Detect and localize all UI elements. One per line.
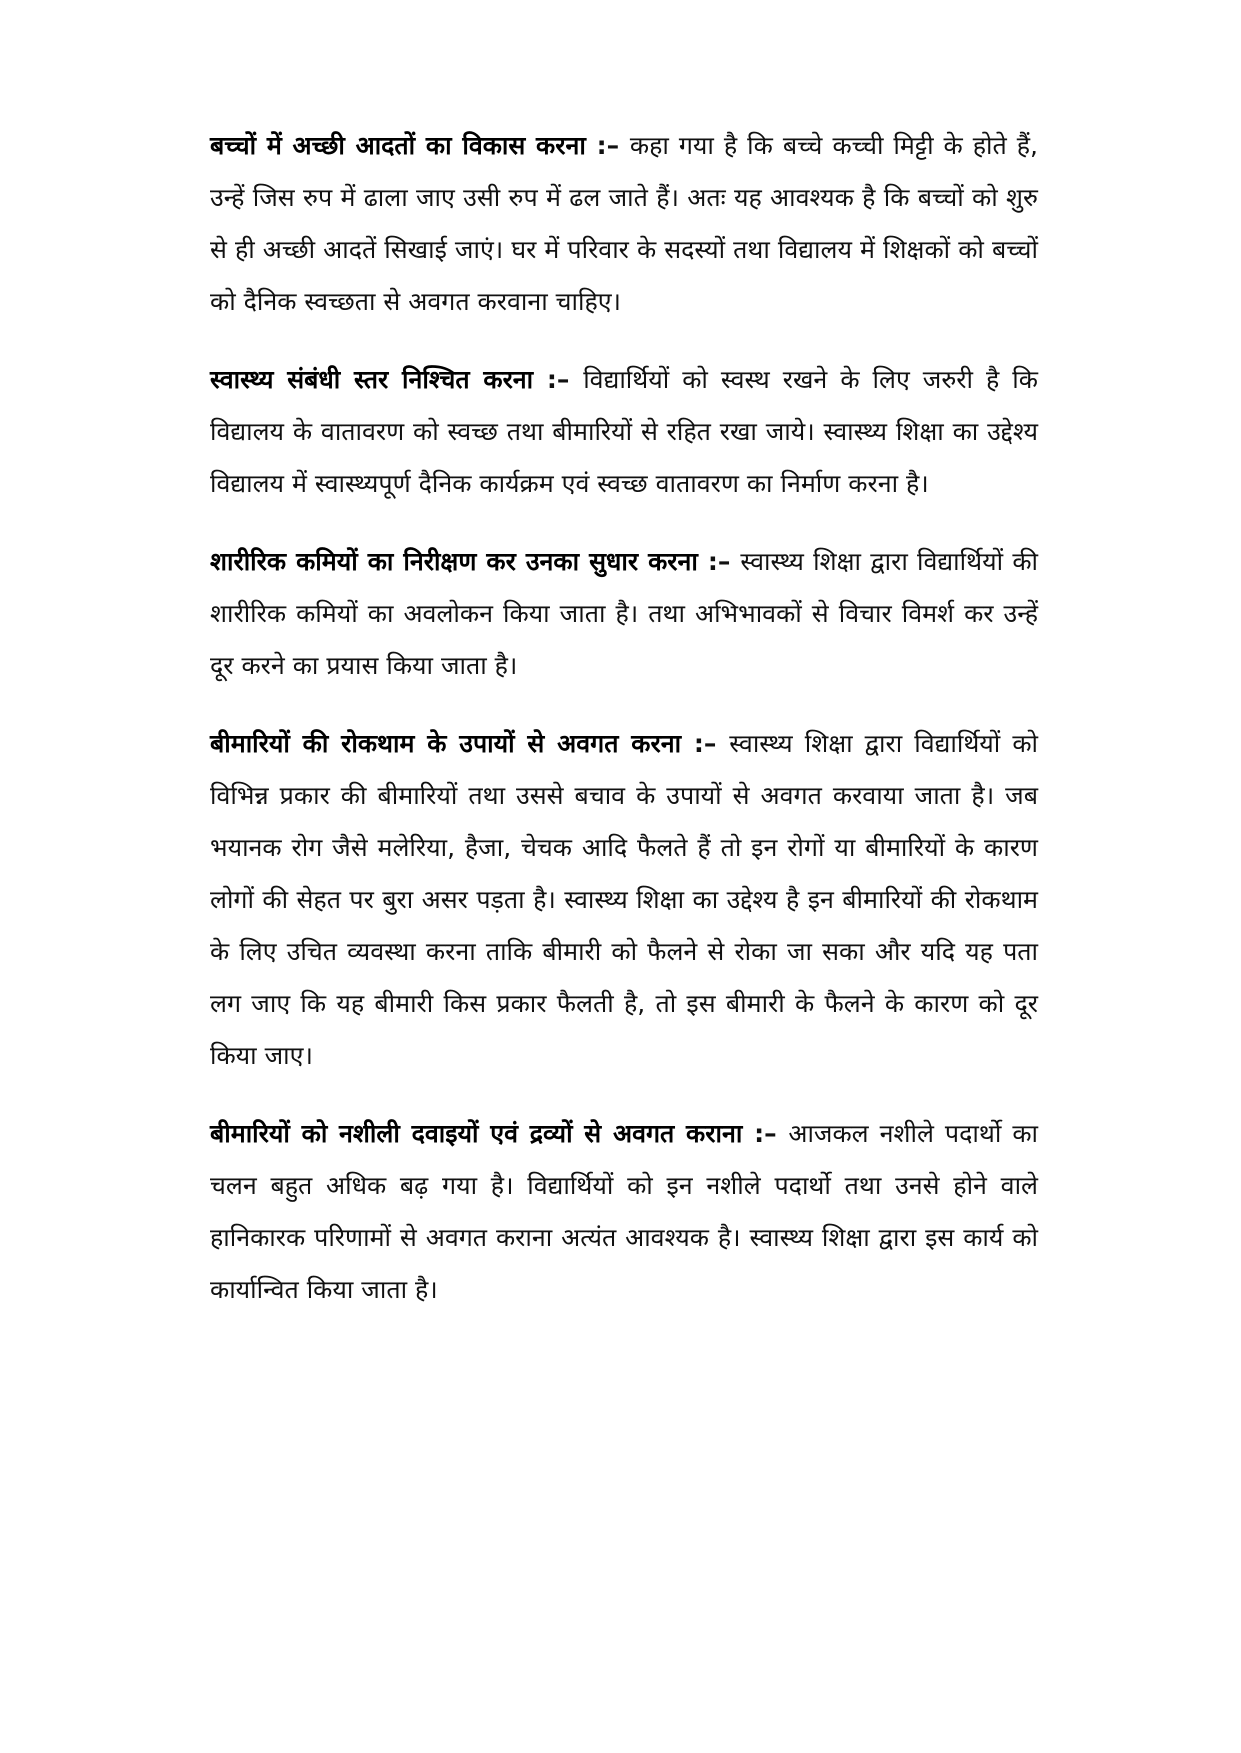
- paragraph-drug-awareness: [210, 1108, 1038, 1316]
- paragraph-body: स्वास्थ्य शिक्षा द्वारा विद्यार्थियों को विभिन्न प्रकार की बीमारियों तथा उससे बचाव के उपायों से अवगत करवाया जाता है। जब भयानक रोग जैसे मलेरिया, हैजा, चेचक आदि फैलते हैं तो इन रोगों या बीमारियों के कारण लोगों की सेहत पर बुरा असर पड़ता है। स्वास्थ्य शिक्षा का उद्देश्य है इन बीमारियों की रोकथाम के लिए उचित व्यवस्था करना ताकि बीमारी को फैलने से रोका जा सका और यदि यह पता लग जाए कि यह बीमारी किस प्रकार फैलती है, तो इस बीमारी के फैलने के कारण को दूर किया जाए।: [210, 729, 1039, 1070]
- paragraph-body: कहा गया है कि बच्चे कच्ची मिट्टी के होते हैं, उन्हें जिस रुप में ढाला जाए उसी रुप में ढल जाते हैं। अतः यह आवश्यक है कि बच्चों को शुरु से ही अच्छी आदतें सिखाई जाएं। घर में परिवार के सदस्यों तथा विद्यालय में शिक्षकों को बच्चों को दैनिक स्वच्छता से अवगत करवाना चाहिए।: [210, 131, 1038, 316]
- paragraph-physical-defects: [210, 536, 1038, 692]
- heading-separator: :–: [585, 131, 630, 160]
- paragraph-body: विद्यार्थियों को स्वस्थ रखने के लिए जरुरी है कि विद्यालय के वातावरण को स्वच्छ तथा बीमारियों से रहित रखा जाये। स्वास्थ्य शिक्षा का उद्देश्य विद्यालय में स्वास्थ्यपूर्ण दैनिक कार्यक्रम एवं स्वच्छ वातावरण का निर्माण करना है।: [210, 365, 1038, 498]
- heading-separator: :–: [742, 1119, 789, 1148]
- paragraph-health-standards: [210, 354, 1038, 510]
- heading-separator: :–: [697, 547, 741, 576]
- paragraph-heading: बच्चों में अच्छी आदतों का विकास करना: [210, 131, 586, 160]
- paragraph-body: स्वास्थ्य शिक्षा द्वारा विद्यार्थियों की शारीरिक कमियों का अवलोकन किया जाता है। तथा अभिभावकों से विचार विमर्श कर उन्हें दूर करने का प्रयास किया जाता है।: [210, 547, 1038, 680]
- paragraph-heading: स्वास्थ्य संबंधी स्तर निश्चित करना: [210, 365, 534, 394]
- paragraph-heading: बीमारियों को नशीली दवाइयों एवं द्रव्यों से अवगत कराना: [210, 1119, 743, 1148]
- heading-separator: :–: [533, 365, 584, 394]
- paragraph-heading: बीमारियों की रोकथाम के उपायों से अवगत करना: [210, 729, 682, 758]
- paragraph-heading: शारीरिक कमियों का निरीक्षण कर उनका सुधार करना: [210, 547, 698, 576]
- heading-separator: :–: [681, 729, 730, 758]
- document-page: [210, 120, 1038, 1342]
- paragraph-good-habits: [210, 120, 1038, 328]
- paragraph-body: आजकल नशीले पदार्थो का चलन बहुत अधिक बढ़ गया है। विद्यार्थियों को इन नशीले पदार्थो तथा उनसे होने वाले हानिकारक परिणामों से अवगत कराना अत्यंत आवश्यक है। स्वास्थ्य शिक्षा द्वारा इस कार्य को कार्यान्वित किया जाता है।: [210, 1119, 1038, 1304]
- paragraph-disease-prevention: [210, 718, 1038, 1082]
